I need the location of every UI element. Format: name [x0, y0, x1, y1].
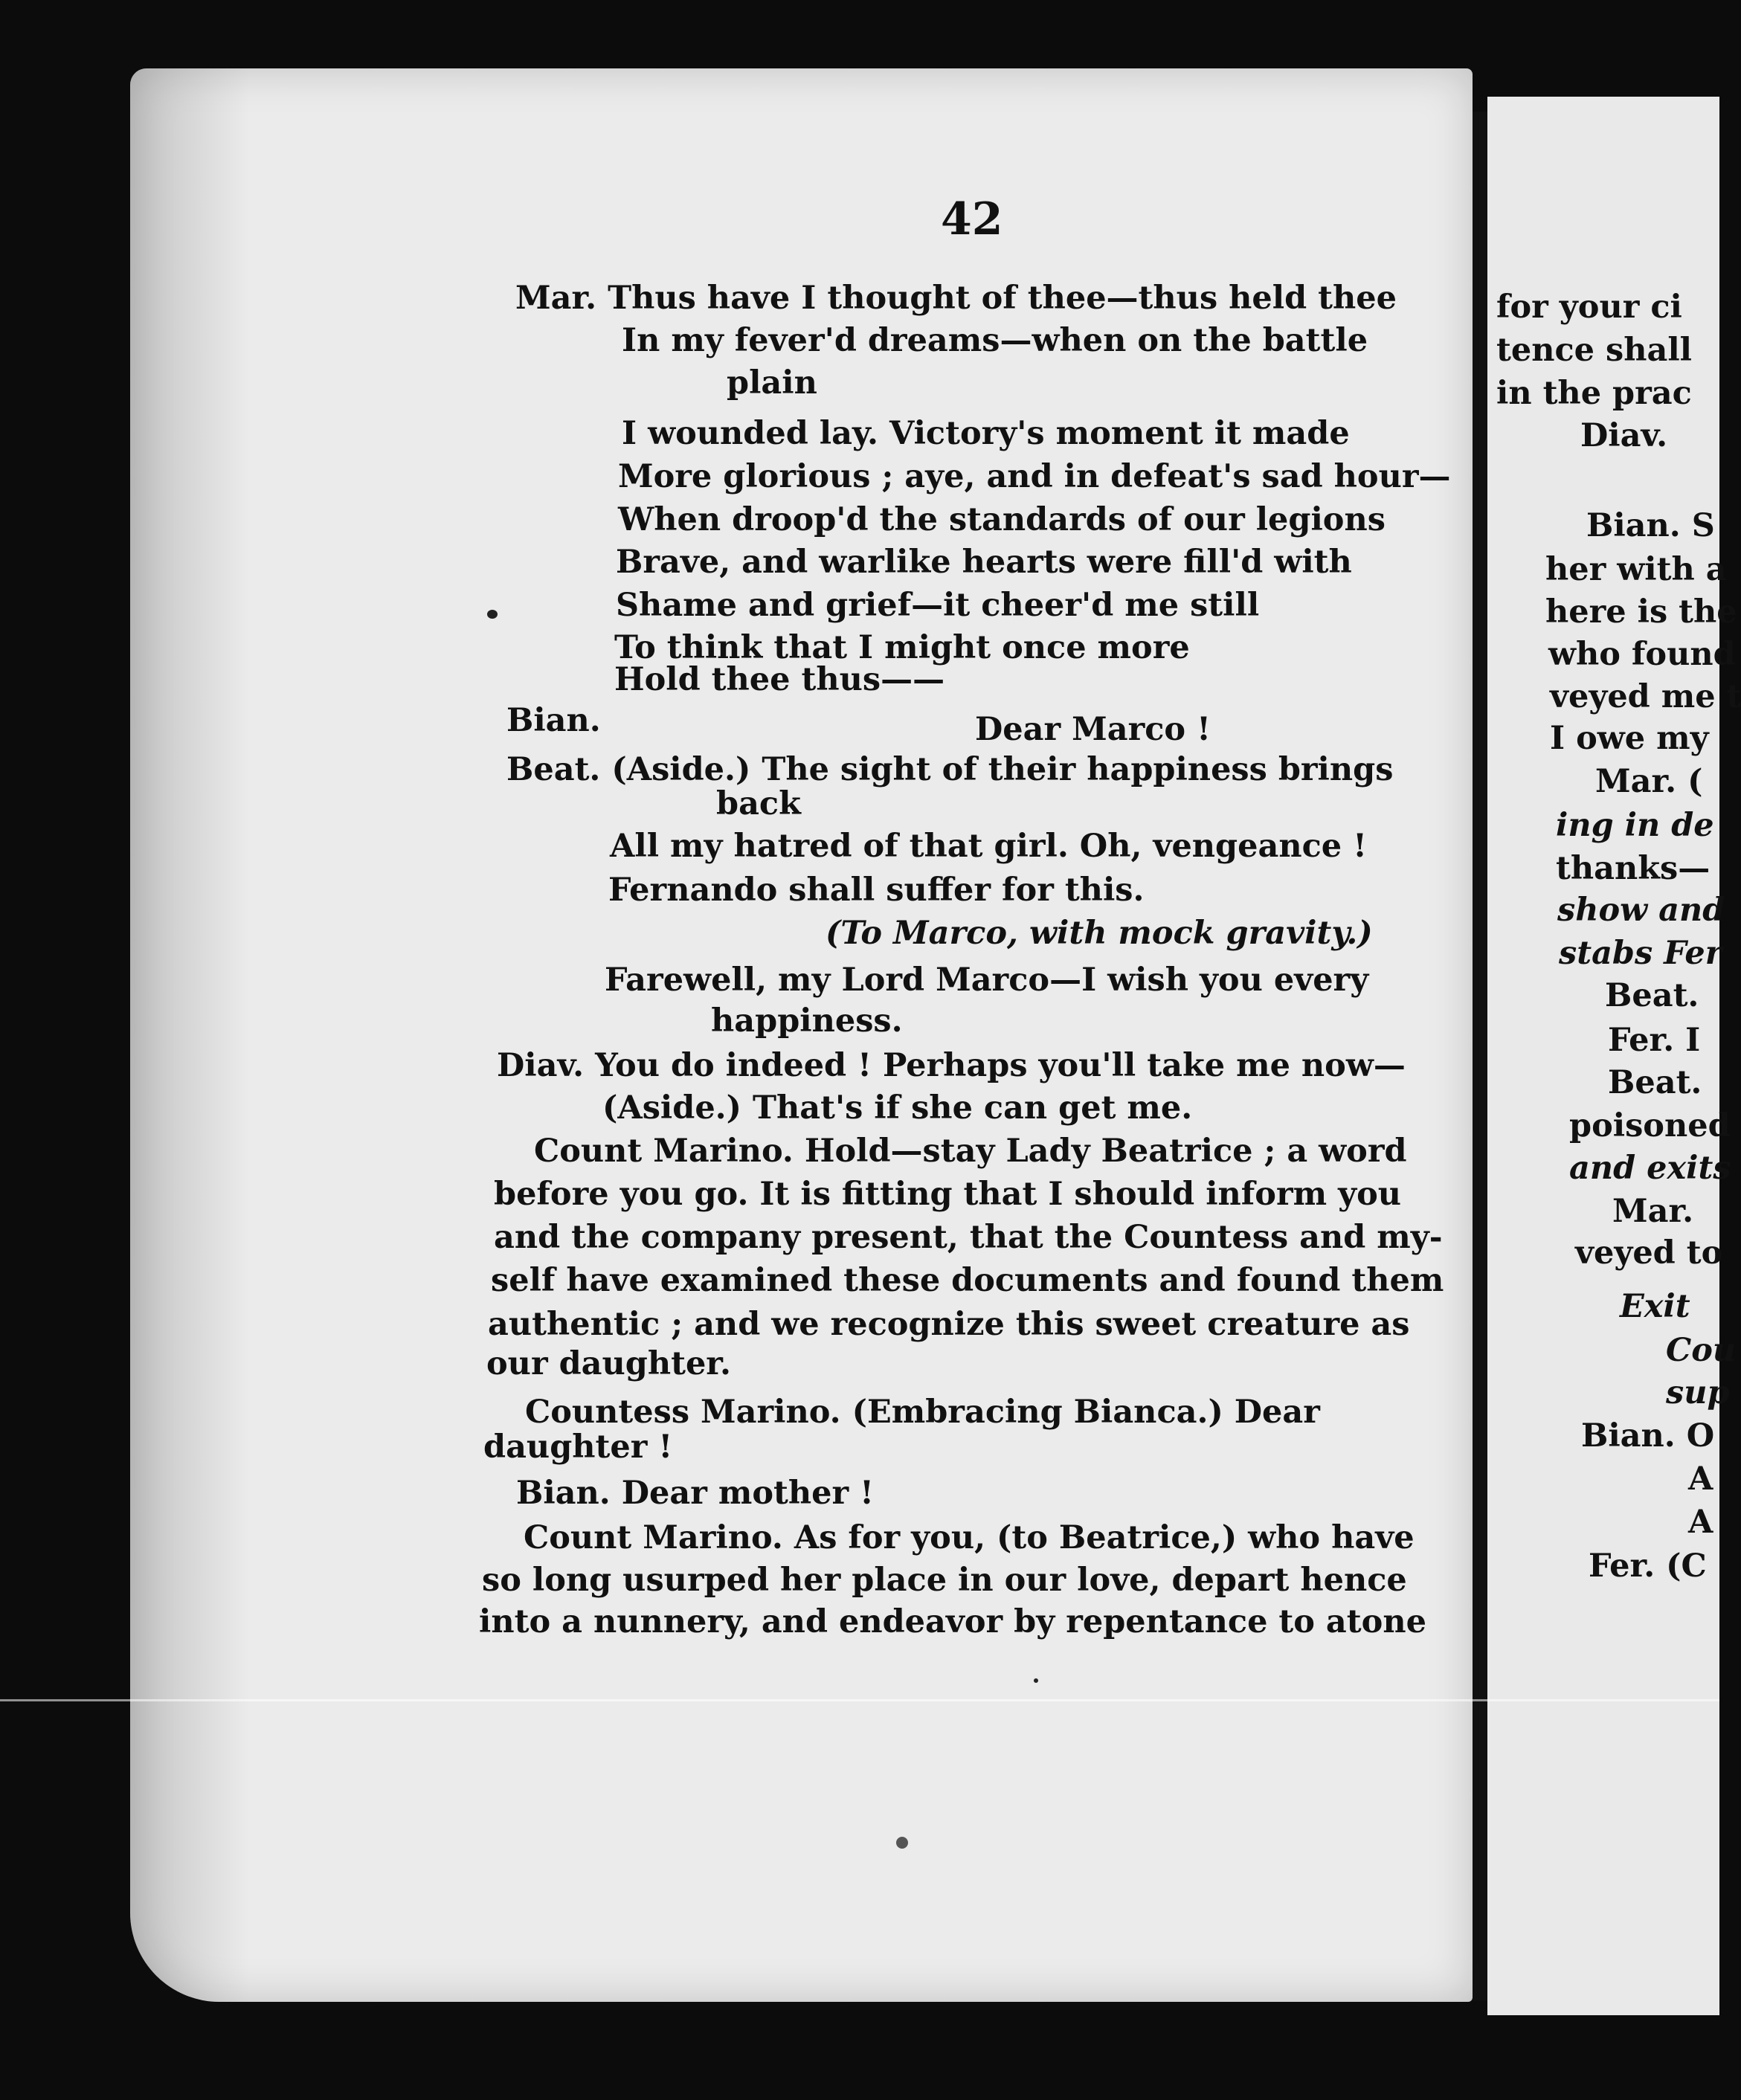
page-number: 42 [941, 193, 1003, 245]
text-line: Hold thee thus—— [614, 661, 945, 698]
right-text-line: veyed to [1575, 1234, 1723, 1272]
text-line: daughter ! [483, 1429, 673, 1466]
text-line: (Aside.) That's if she can get me. [602, 1089, 1193, 1127]
text-line: so long usurped her place in our love, depart hence [482, 1562, 1407, 1599]
text-line: I wounded lay. Victory's moment it made [622, 415, 1350, 452]
right-text-line: in the prac [1496, 375, 1692, 412]
right-text-line: stabs Fer [1559, 935, 1722, 972]
ink-speck [896, 1837, 908, 1849]
right-text-line: poisoned [1569, 1107, 1731, 1144]
right-text-line: tence shall [1496, 332, 1692, 369]
text-line: Beat. (Aside.) The sight of their happiness brings [506, 751, 1394, 788]
right-text-line: Fer. I [1608, 1022, 1701, 1059]
right-text-line: here is the [1545, 593, 1737, 631]
text-line: into a nunnery, and endeavor by repentance to atone [479, 1603, 1426, 1640]
text-line: Brave, and warlike hearts were fill'd with [616, 544, 1352, 581]
right-text-line: Cou [1666, 1332, 1737, 1369]
text-line: Countess Marino. (Embracing Bianca.) Dear [525, 1394, 1320, 1431]
text-line: Dear Marco ! [975, 711, 1211, 748]
text-line: All my hatred of that girl. Oh, vengeance ! [610, 828, 1367, 865]
text-line: To think that I might once more [614, 629, 1190, 666]
right-text-line: show and [1557, 892, 1725, 929]
text-line: Mar. Thus have I thought of thee—thus held thee [515, 280, 1397, 317]
text-line: our daughter. [486, 1345, 731, 1382]
right-text-line: ing in de [1556, 807, 1714, 844]
right-text-line: Mar. ( [1595, 763, 1703, 800]
text-line: before you go. It is fitting that I should inform you [494, 1176, 1402, 1213]
right-text-line: Fer. (C [1589, 1547, 1707, 1585]
ink-speck [487, 610, 498, 619]
right-text-line: A [1688, 1504, 1713, 1541]
text-line: plain [727, 364, 817, 402]
text-line: authentic ; and we recognize this sweet creature as [488, 1306, 1410, 1343]
right-text-line: Beat. [1608, 1064, 1702, 1101]
text-line: Shame and grief—it cheer'd me still [616, 587, 1260, 624]
right-text-line: for your ci [1496, 289, 1682, 326]
text-line: In my fever'd dreams—when on the battle [622, 322, 1368, 359]
right-text-line: Bian. S [1586, 507, 1715, 544]
right-text-line: Bian. O [1581, 1417, 1715, 1455]
scan-line-artifact [0, 1699, 1719, 1701]
text-line: Count Marino. As for you, (to Beatrice,) who have [524, 1519, 1415, 1556]
text-line: Diav. You do indeed ! Perhaps you'll take me now— [497, 1047, 1406, 1084]
right-text-line: Exit [1620, 1288, 1690, 1325]
right-text-line: and exits [1569, 1150, 1731, 1187]
right-text-line: Mar. [1612, 1193, 1694, 1230]
ink-speck [1034, 1678, 1038, 1683]
right-text-line: thanks— [1556, 850, 1711, 887]
right-text-line: sup [1666, 1374, 1730, 1411]
right-text-line: A [1688, 1460, 1713, 1498]
text-line: More glorious ; aye, and in defeat's sad hour— [618, 458, 1451, 495]
text-line: Bian. Dear mother ! [516, 1475, 875, 1512]
book-gutter [1473, 112, 1489, 2000]
text-line: happiness. [711, 1002, 903, 1040]
text-line: Bian. [506, 702, 601, 739]
right-text-line: who found [1548, 636, 1736, 673]
text-line: Fernando shall suffer for this. [608, 872, 1145, 909]
right-text-line: Beat. [1605, 977, 1699, 1014]
right-text-line: I owe my [1550, 720, 1709, 757]
text-line: back [716, 785, 801, 822]
stage-direction: (To Marco, with mock gravity.) [826, 915, 1373, 952]
text-line: and the company present, that the Countess and my- [494, 1219, 1443, 1256]
right-text-line: Diav. [1580, 417, 1668, 454]
text-line: self have examined these documents and found them [491, 1262, 1444, 1299]
text-line: Count Marino. Hold—stay Lady Beatrice ; a word [534, 1133, 1407, 1170]
right-text-line: her with a [1545, 551, 1727, 588]
text-line: When droop'd the standards of our legions [618, 501, 1386, 538]
text-line: Farewell, my Lord Marco—I wish you every [605, 962, 1369, 999]
right-text-line: veyed me t [1550, 678, 1741, 715]
